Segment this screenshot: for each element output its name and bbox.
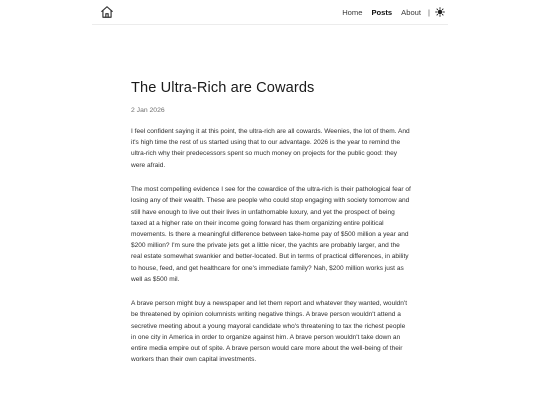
post-body	[131, 126, 411, 365]
site-header	[0, 0, 540, 24]
nav-posts[interactable]: Posts	[371, 7, 393, 17]
post-date: 2 Jan 2026	[131, 107, 165, 114]
sun-icon[interactable]	[435, 7, 445, 17]
nav-home[interactable]: Home	[342, 7, 363, 17]
post-paragraph: The most compelling evidence I see for the cowardice of the ultra-rich is their pathological fear of losing any of their wealth. These are people who could stop engaging with society tomorrow and still have enough to live out their lives in unfathomable luxury, and yet the prospect of being taxed at a higher rate on their income going forward has them organizing entire political movements. Is there a meaningful difference between take-home pay of $500 million a year and $200 million? I'm sure the private jets get a little nicer, the yachts are probably larger, and the real estate somewhat swankier and better-located. But in terms of practical differences, in ability to house, feed, and get healthcare for one's immediate family? Nah, $200 million works just as well as $500 mil.	[131, 186, 411, 283]
post-paragraph: I feel confident saying it at this point, the ultra-rich are all cowards. Weenies, the lot of them. And it's high time the rest of us started using that to our advantage. 2026 is the year to remind the ultra-rich why their predecessors spent so much money on projects for the public good: they were afraid.	[131, 128, 410, 169]
post-title: The Ultra-Rich are Cowards	[131, 80, 315, 96]
post-article	[131, 78, 411, 379]
home-icon[interactable]	[100, 5, 114, 19]
header-divider	[92, 24, 448, 25]
nav-separator: |	[428, 7, 430, 17]
post-paragraph: A brave person might buy a newspaper and let them report and whatever they wanted, wouldn't be threatened by opinion columnists writing negative things. A brave person wouldn't attend a secretive meeting about a young mayoral candidate who's threatening to tax the richest people in one city in America in order to organize against him. A brave person wouldn't take down an entire media empire out of spite. A brave person would care more about the well-being of their workers than their own capital investments.	[131, 300, 408, 364]
nav-about[interactable]: About	[401, 7, 422, 17]
main-nav	[333, 6, 445, 18]
